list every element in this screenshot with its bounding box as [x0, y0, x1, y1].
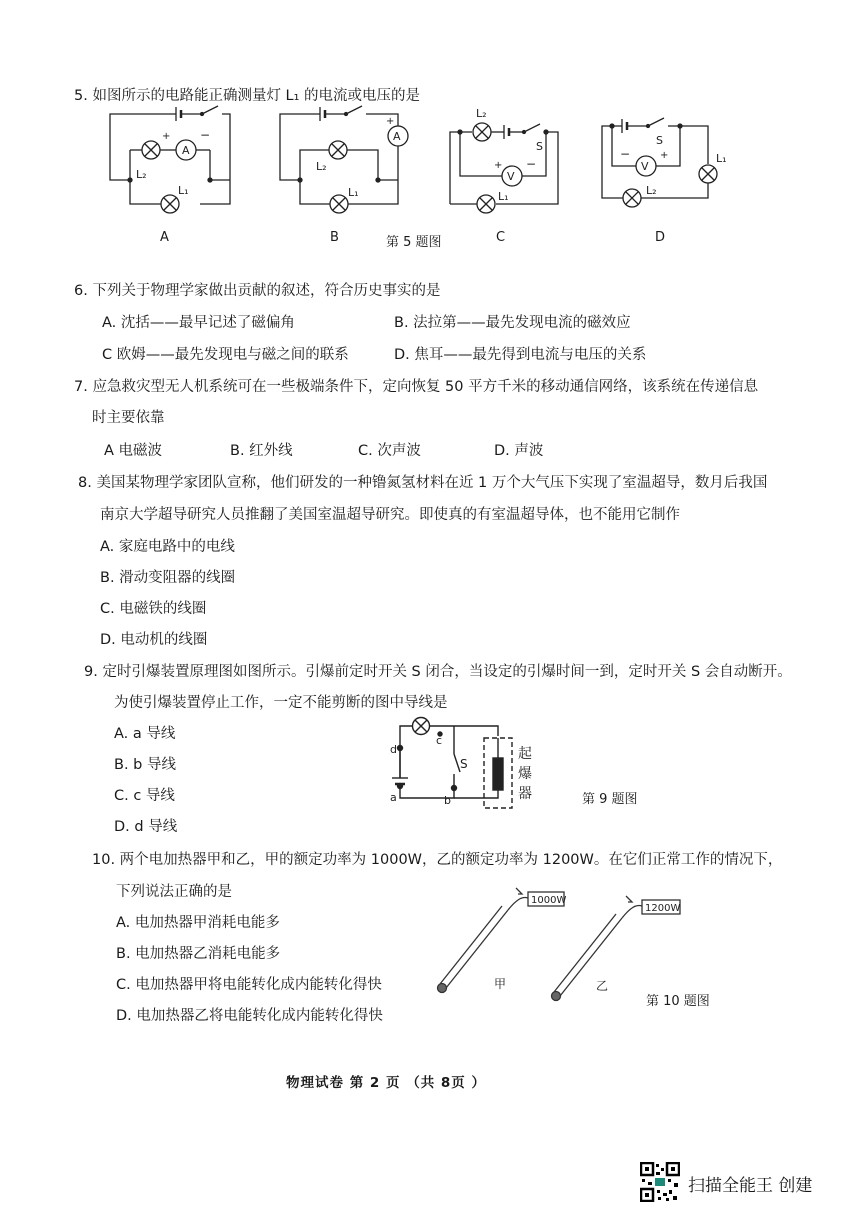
q9-circuit-diagram [378, 712, 548, 812]
svg-text:−: − [200, 128, 211, 142]
q10-heaters-figure [420, 880, 700, 1006]
q5-option-b-label: B [330, 230, 339, 245]
q6-option-d: D. 焦耳——最先得到电流与电压的关系 [394, 347, 647, 363]
q6-option-c: C 欧姆——最先发现电与磁之间的联系 [102, 347, 349, 363]
q7-option-b: B. 红外线 [230, 443, 293, 459]
svg-text:S: S [536, 140, 543, 153]
detonator-char-3: 器 [518, 786, 532, 802]
svg-text:+: + [162, 131, 171, 142]
q5-circuit-c [450, 107, 558, 213]
q5-circuit-d [602, 118, 727, 207]
svg-text:A: A [393, 130, 401, 143]
q6-option-b: B. 法拉第——最先发现电流的磁效应 [394, 315, 631, 331]
svg-text:V: V [507, 170, 515, 183]
q9-label-a: a [390, 791, 397, 804]
q9-label-d: d [390, 743, 397, 756]
detonator-char-1: 起 [518, 746, 532, 762]
q10-figure-caption: 第 10 题图 [646, 994, 710, 1009]
q9-label-s: S [460, 757, 468, 771]
svg-text:V: V [641, 160, 649, 173]
page-footer: 物理试卷 第 2 页 （共 8页 ） [286, 1075, 486, 1091]
q8-option-a: A. 家庭电路中的电线 [100, 539, 235, 555]
q5-figure-caption: 第 5 题图 [386, 235, 442, 250]
q8-stem-line1: 8. 美国某物理学家团队宣称，他们研发的一种镥氮氢材料在近 1 万个大气压下实现了室温超导，数月后我国 [78, 475, 768, 491]
q9-option-d: D. d 导线 [114, 819, 178, 835]
scanner-watermark: 扫描全能王 创建 [688, 1176, 813, 1196]
q10-option-a: A. 电加热器甲消耗电能多 [116, 915, 280, 931]
q10-option-c: C. 电加热器甲将电能转化成内能转化得快 [116, 977, 382, 993]
q7-option-a: A 电磁波 [104, 443, 163, 459]
heater-2-power-tag: 1200W [645, 903, 681, 914]
svg-text:−: − [526, 157, 537, 171]
q8-option-b: B. 滑动变阻器的线圈 [100, 570, 236, 586]
svg-text:L₂: L₂ [646, 184, 657, 197]
q9-option-c: C. c 导线 [114, 788, 175, 804]
q10-option-d: D. 电加热器乙将电能转化成内能转化得快 [116, 1008, 383, 1024]
q5-option-a-label: A [160, 230, 169, 245]
svg-text:A: A [182, 144, 190, 157]
heater-1 [438, 888, 567, 993]
q9-label-b: b [444, 794, 451, 807]
q10-stem-line1: 10. 两个电加热器甲和乙，甲的额定功率为 1000W，乙的额定功率为 1200W。在它们正常工作的情况下， [92, 852, 783, 868]
svg-text:L₁: L₁ [498, 190, 509, 203]
q7-option-c: C. 次声波 [358, 443, 421, 459]
q7-stem-line1: 7. 应急救灾型无人机系统可在一些极端条件下，定向恢复 50 平方千米的移动通信网络，该系统在传递信息 [74, 379, 759, 395]
q9-figure-caption: 第 9 题图 [582, 792, 638, 807]
heater-2 [552, 896, 681, 1001]
svg-text:L₁: L₁ [178, 184, 189, 197]
svg-text:L₂: L₂ [476, 107, 487, 120]
q6-option-a: A. 沈括——最早记述了磁偏角 [102, 315, 295, 331]
qr-code-icon [640, 1162, 680, 1202]
heater-1-name: 甲 [494, 977, 507, 991]
svg-text:L₂: L₂ [316, 160, 327, 173]
detonator-char-2: 爆 [518, 766, 532, 782]
heater-1-power-tag: 1000W [531, 895, 567, 906]
svg-text:L₂: L₂ [136, 168, 147, 181]
svg-text:S: S [656, 134, 663, 147]
q5-stem: 5. 如图所示的电路能正确测量灯 L₁ 的电流或电压的是 [74, 88, 421, 104]
q10-stem-line2: 下列说法正确的是 [116, 884, 232, 900]
svg-text:+: + [494, 160, 503, 171]
svg-text:+: + [660, 150, 669, 161]
q5-circuit-a [110, 106, 230, 213]
svg-text:+: + [386, 116, 395, 127]
q9-option-b: B. b 导线 [114, 757, 176, 773]
q8-option-d: D. 电动机的线圈 [100, 632, 208, 648]
svg-text:−: − [620, 147, 631, 161]
q9-option-a: A. a 导线 [114, 726, 176, 742]
q9-stem-line1: 9. 定时引爆装置原理图如图所示。引爆前定时开关 S 闭合，当设定的引爆时间一到，定时开关 S 会自动断开。 [84, 664, 792, 680]
q10-option-b: B. 电加热器乙消耗电能多 [116, 946, 281, 962]
q5-option-d-label: D [655, 230, 666, 245]
q9-label-c: c [436, 734, 443, 747]
svg-text:L₁: L₁ [348, 186, 359, 199]
svg-text:L₁: L₁ [716, 152, 727, 165]
q5-circuit-b [280, 106, 408, 213]
heater-2-name: 乙 [596, 979, 609, 993]
q7-stem-line2: 时主要依靠 [92, 410, 165, 426]
q9-stem-line2: 为使引爆装置停止工作，一定不能剪断的图中导线是 [114, 695, 448, 711]
q5-option-c-label: C [496, 230, 506, 245]
q8-stem-line2: 南京大学超导研究人员推翻了美国室温超导研究。即使真的有室温超导体，也不能用它制作 [100, 507, 680, 523]
q6-stem: 6. 下列关于物理学家做出贡献的叙述，符合历史事实的是 [74, 283, 441, 299]
q8-option-c: C. 电磁铁的线圈 [100, 601, 207, 617]
q7-option-d: D. 声波 [494, 443, 544, 459]
